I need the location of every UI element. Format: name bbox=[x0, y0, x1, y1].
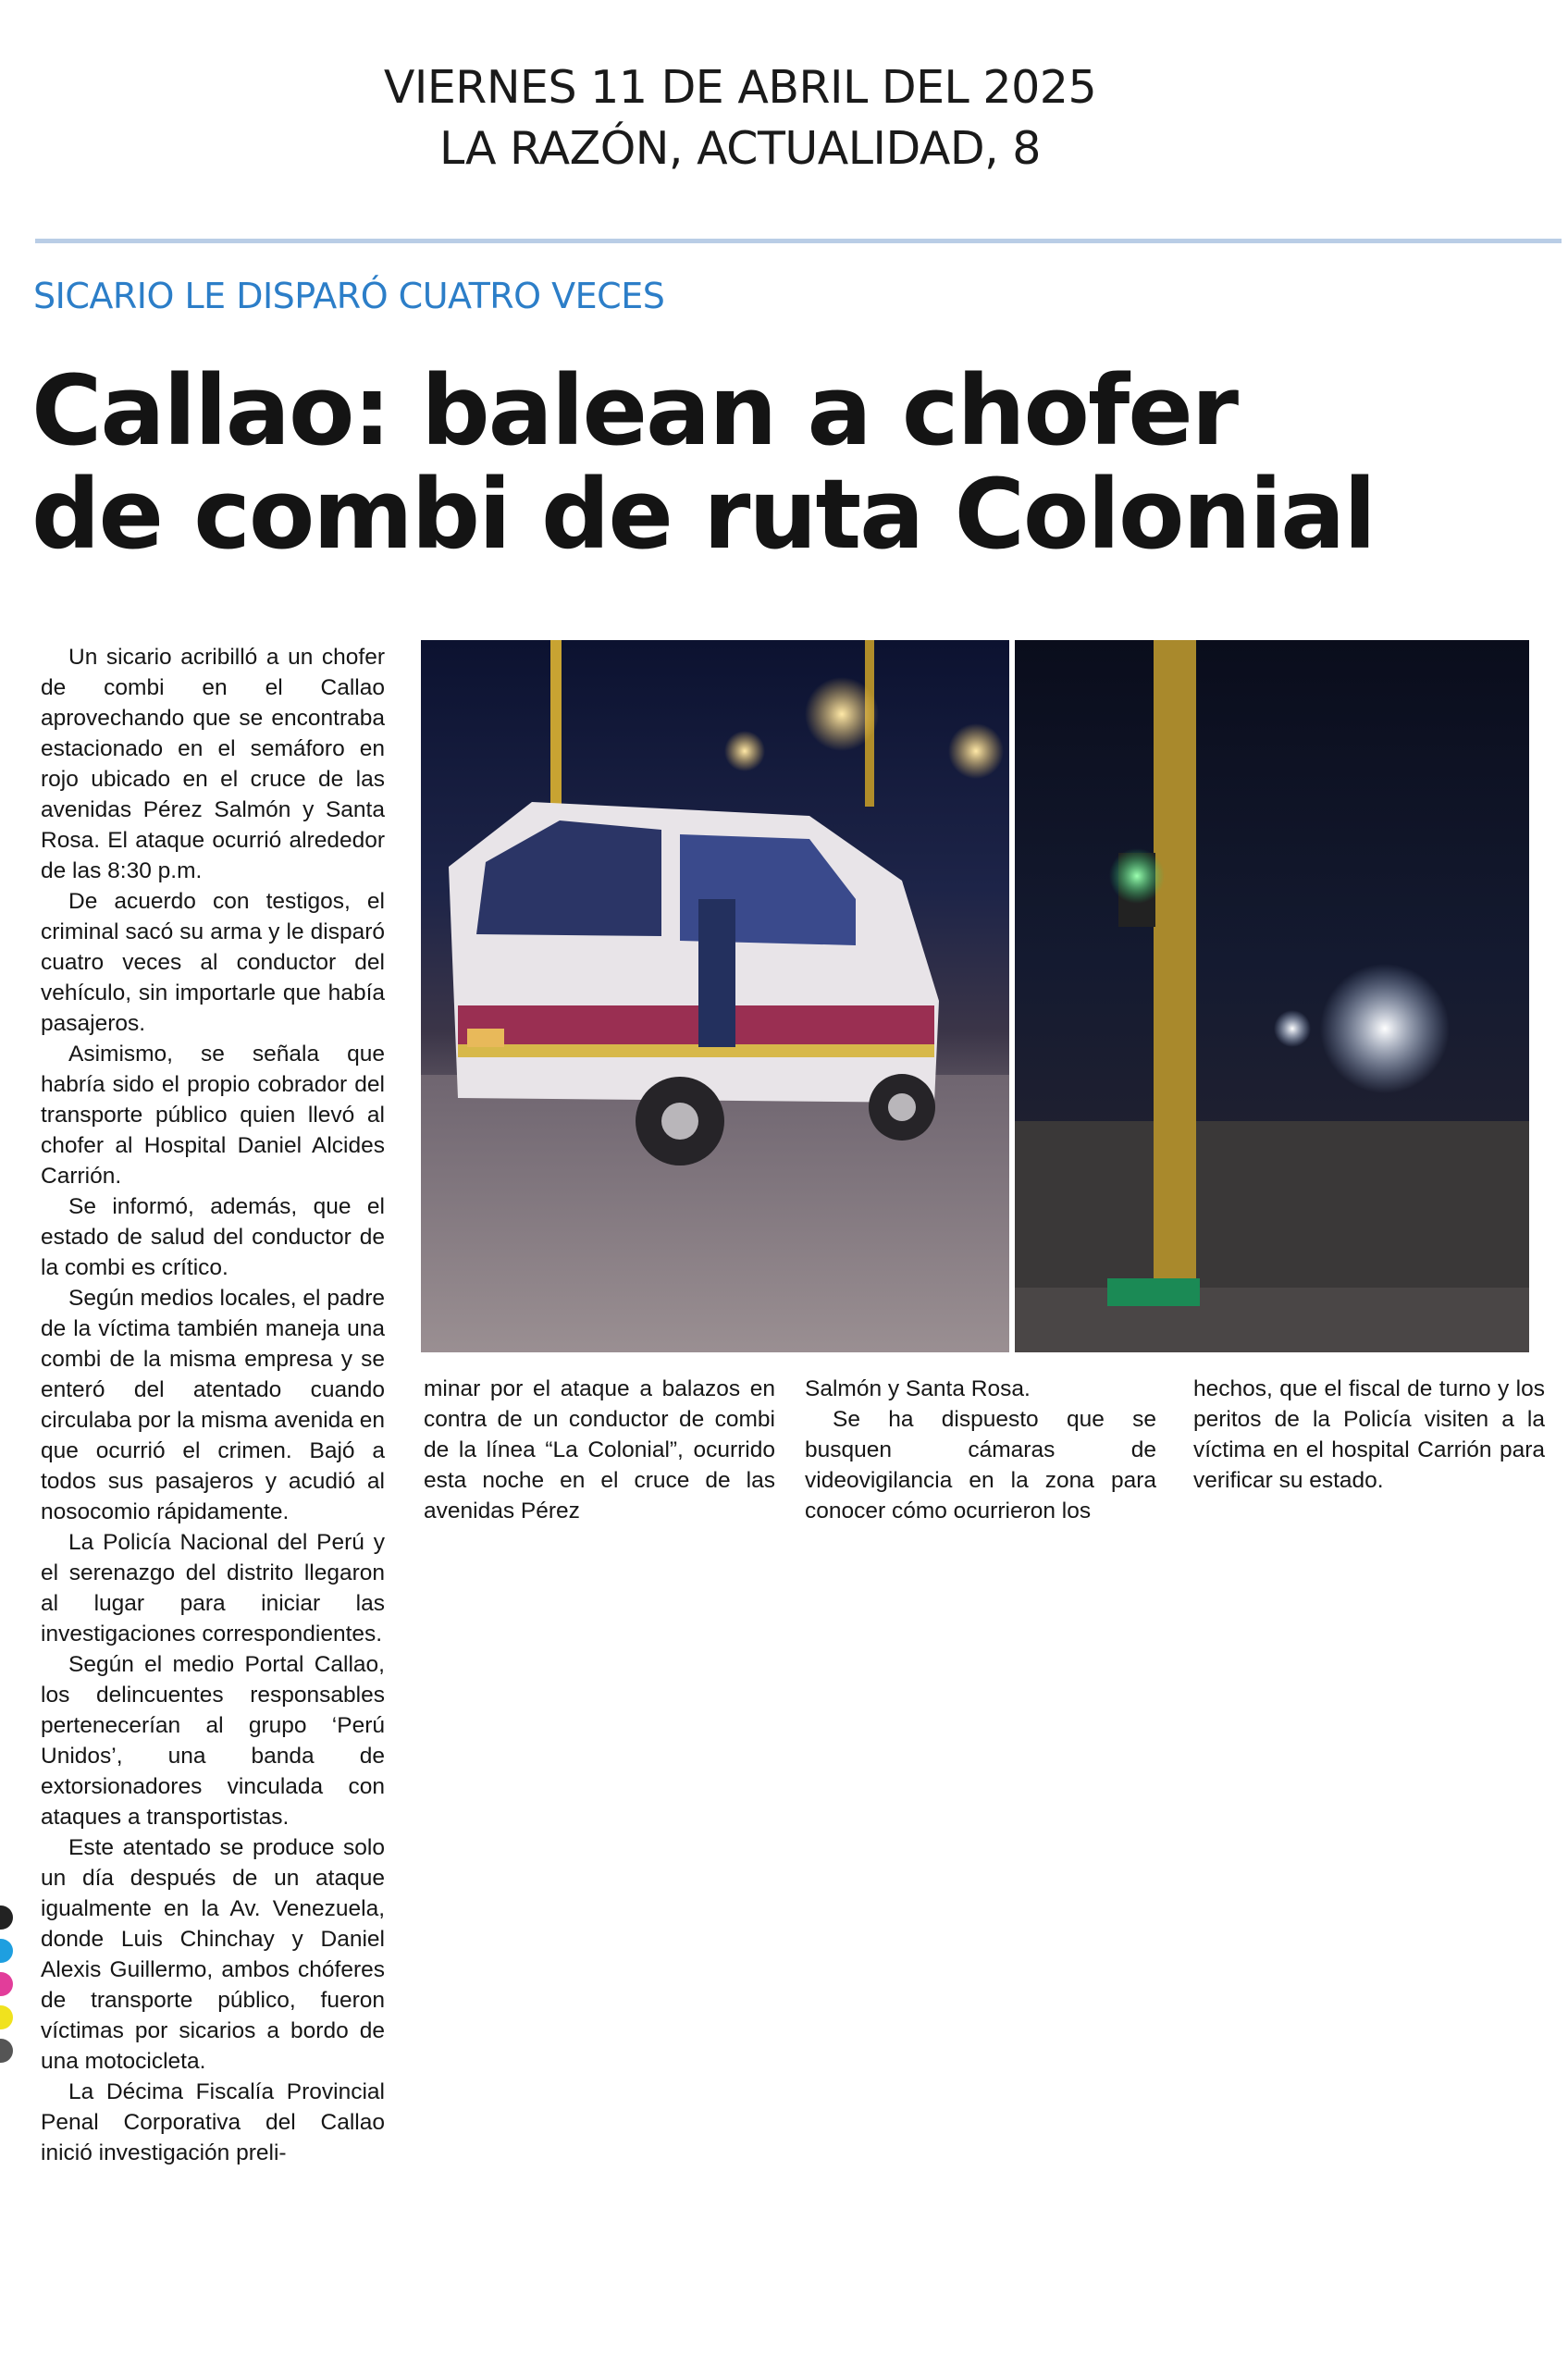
paragraph: Un sicario acribilló a un chofer de combi en el Callao aprovechando que se encontraba estacionado en el semáforo en rojo ubicado en el cruce de las avenidas Pérez Salmón y Santa Rosa. El ataque ocurrió alrededor de las 8:30 p.m. bbox=[41, 645, 385, 883]
paragraph: Según medios locales, el padre de la víctima también maneja una combi de la misma empresa y se enteró del atentado cuando circulaba por la misma avenida en que ocurrió el crimen. Bajó a todos sus pasajeros y acudió al nosocomio rápidamente. bbox=[41, 1286, 385, 1524]
paragraph: Este atentado se produce solo un día después de un ataque igualmente en la Av. Venezuela, donde Luis Chinchay y Daniel Alexis Guillermo, ambos chóferes de transporte público, fueron víctimas por sicarios a bordo de una motocicleta. bbox=[41, 1835, 385, 2074]
headline-line-1: Callao: balean a chofer bbox=[31, 354, 1238, 467]
crime-scene-photo bbox=[1015, 640, 1529, 1352]
paragraph: Se ha dispuesto que se busquen cámaras de videovigilancia en la zona para conocer cómo ocurrieron los bbox=[805, 1407, 1156, 1523]
article-column-1 bbox=[41, 642, 385, 2168]
publication-source: LA RAZÓN, ACTUALIDAD, 8 bbox=[439, 122, 1041, 175]
article-column-3 bbox=[805, 1374, 1156, 1526]
paragraph: minar por el ataque a balazos en contra de un conductor de combi de la línea “La Colonial”, ocurrido esta noche en el cruce de las avenidas Pérez bbox=[424, 1376, 775, 1523]
paragraph: hechos, que el fiscal de turno y los peritos de la Policía visiten a la víctima en el hospital Carrión para verificar su estado. bbox=[1193, 1376, 1545, 1493]
paragraph: La Décima Fiscalía Provincial Penal Corporativa del Callao inició investigación preli- bbox=[41, 2079, 385, 2165]
paragraph: Se informó, además, que el estado de salud del conductor de la combi es crítico. bbox=[41, 1194, 385, 1280]
combi-photo bbox=[421, 640, 1009, 1352]
paragraph: La Policía Nacional del Perú y el serenazgo del distrito llegaron al lugar para iniciar las investigaciones correspondientes. bbox=[41, 1530, 385, 1646]
news-photos bbox=[421, 640, 1531, 1352]
article-column-4 bbox=[1193, 1374, 1545, 1496]
publication-date: VIERNES 11 DE ABRIL DEL 2025 bbox=[383, 61, 1097, 114]
article-column-2 bbox=[424, 1374, 775, 1526]
paragraph: Salmón y Santa Rosa. bbox=[805, 1376, 1031, 1401]
paragraph: Según el medio Portal Callao, los delincuentes responsables pertenecerían al grupo ‘Perú Unidos’, una banda de extorsionadores vinculada con ataques a transportistas. bbox=[41, 1652, 385, 1830]
print-registration-marks bbox=[0, 1906, 13, 2072]
article-kicker: SICARIO LE DISPARÓ CUATRO VECES bbox=[33, 276, 665, 316]
dateline bbox=[305, 57, 1175, 179]
section-rule bbox=[35, 239, 1562, 243]
street-night-illustration bbox=[1015, 640, 1529, 1352]
combi-scene-illustration bbox=[421, 640, 1009, 1352]
paragraph: De acuerdo con testigos, el criminal sacó su arma y le disparó cuatro veces al conductor del vehículo, sin importarle que había pasajeros. bbox=[41, 889, 385, 1036]
paragraph: Asimismo, se señala que habría sido el propio cobrador del transporte público quien llevó al chofer al Hospital Daniel Alcides Carrión. bbox=[41, 1042, 385, 1189]
article-headline bbox=[31, 354, 1512, 571]
headline-line-2: de combi de ruta Colonial bbox=[31, 458, 1375, 571]
